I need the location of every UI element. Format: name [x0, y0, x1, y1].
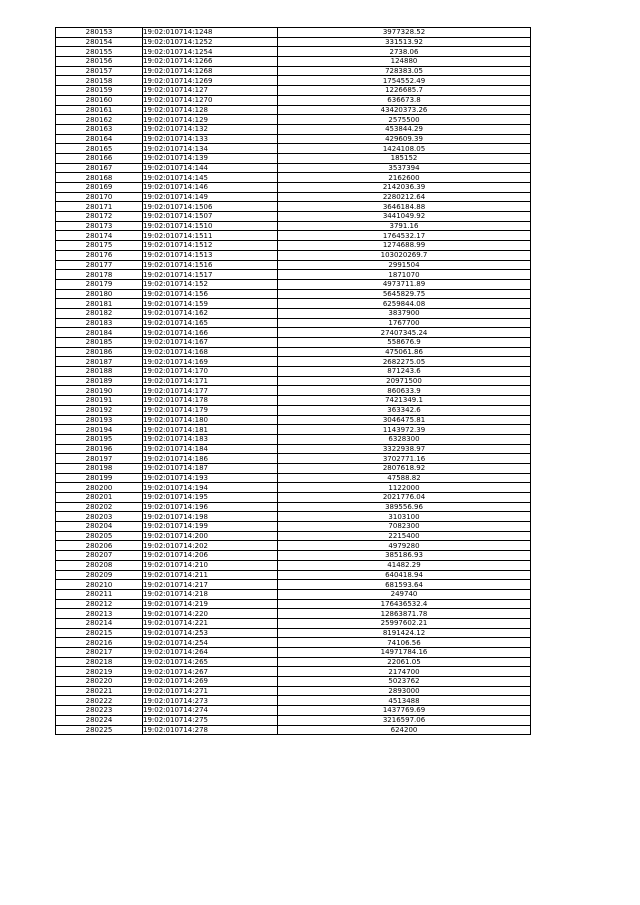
cadastral-number-cell: 19:02:010714:267	[143, 667, 278, 677]
amount-cell: 2021776.04	[278, 493, 531, 503]
table-row	[56, 289, 531, 299]
amount-cell: 5645829.75	[278, 289, 531, 299]
row-number-cell: 280191	[56, 396, 143, 406]
row-number-cell: 280210	[56, 580, 143, 590]
amount-cell: 249740	[278, 589, 531, 599]
row-number-cell: 280203	[56, 512, 143, 522]
cadastral-number-cell: 19:02:010714:180	[143, 415, 278, 425]
row-number-cell: 280181	[56, 299, 143, 309]
cadastral-number-cell: 19:02:010714:132	[143, 124, 278, 134]
row-number-cell: 280194	[56, 425, 143, 435]
row-number-cell: 280155	[56, 47, 143, 57]
amount-cell: 3046475.81	[278, 415, 531, 425]
amount-cell: 3977328.52	[278, 28, 531, 38]
row-number-cell: 280174	[56, 231, 143, 241]
amount-cell: 3702771.16	[278, 454, 531, 464]
cadastral-number-cell: 19:02:010714:210	[143, 560, 278, 570]
table-row	[56, 425, 531, 435]
table-row	[56, 560, 531, 570]
amount-cell: 728383.05	[278, 66, 531, 76]
amount-cell: 860633.9	[278, 386, 531, 396]
cadastral-number-cell: 19:02:010714:1254	[143, 47, 278, 57]
row-number-cell: 280214	[56, 618, 143, 628]
cadastral-number-cell: 19:02:010714:206	[143, 551, 278, 561]
amount-cell: 2991504	[278, 260, 531, 270]
table-row	[56, 153, 531, 163]
cadastral-number-cell: 19:02:010714:170	[143, 367, 278, 377]
cadastral-number-cell: 19:02:010714:218	[143, 589, 278, 599]
table-row	[56, 531, 531, 541]
table-row	[56, 551, 531, 561]
cadastral-number-cell: 19:02:010714:167	[143, 338, 278, 348]
table-row	[56, 299, 531, 309]
amount-cell: 2575500	[278, 115, 531, 125]
row-number-cell: 280168	[56, 173, 143, 183]
row-number-cell: 280200	[56, 483, 143, 493]
table-row	[56, 715, 531, 725]
table-row	[56, 434, 531, 444]
cadastral-number-cell: 19:02:010714:211	[143, 570, 278, 580]
amount-cell: 47588.82	[278, 473, 531, 483]
amount-cell: 2142036.39	[278, 183, 531, 193]
cadastral-number-cell: 19:02:010714:133	[143, 134, 278, 144]
cadastral-number-cell: 19:02:010714:1506	[143, 202, 278, 212]
row-number-cell: 280193	[56, 415, 143, 425]
cadastral-number-cell: 19:02:010714:271	[143, 686, 278, 696]
row-number-cell: 280154	[56, 37, 143, 47]
table-row	[56, 47, 531, 57]
cadastral-number-cell: 19:02:010714:1268	[143, 66, 278, 76]
amount-cell: 4979280	[278, 541, 531, 551]
cadastral-number-cell: 19:02:010714:179	[143, 405, 278, 415]
cadastral-number-cell: 19:02:010714:127	[143, 86, 278, 96]
table-row	[56, 589, 531, 599]
cadastral-number-cell: 19:02:010714:139	[143, 153, 278, 163]
cadastral-number-cell: 19:02:010714:149	[143, 192, 278, 202]
row-number-cell: 280169	[56, 183, 143, 193]
row-number-cell: 280161	[56, 105, 143, 115]
cadastral-number-cell: 19:02:010714:202	[143, 541, 278, 551]
row-number-cell: 280165	[56, 144, 143, 154]
cadastral-number-cell: 19:02:010714:156	[143, 289, 278, 299]
table-row	[56, 231, 531, 241]
amount-cell: 871243.6	[278, 367, 531, 377]
row-number-cell: 280198	[56, 463, 143, 473]
cadastral-number-cell: 19:02:010714:1269	[143, 76, 278, 86]
cadastral-number-cell: 19:02:010714:187	[143, 463, 278, 473]
cadastral-number-cell: 19:02:010714:269	[143, 677, 278, 687]
table-row	[56, 618, 531, 628]
amount-cell: 7421349.1	[278, 396, 531, 406]
table-row	[56, 493, 531, 503]
row-number-cell: 280170	[56, 192, 143, 202]
amount-cell: 14971784.16	[278, 648, 531, 658]
cadastral-number-cell: 19:02:010714:146	[143, 183, 278, 193]
table-row	[56, 270, 531, 280]
amount-cell: 558676.9	[278, 338, 531, 348]
amount-cell: 20971500	[278, 376, 531, 386]
row-number-cell: 280192	[56, 405, 143, 415]
amount-cell: 1274688.99	[278, 241, 531, 251]
row-number-cell: 280183	[56, 318, 143, 328]
amount-cell: 2174700	[278, 667, 531, 677]
row-number-cell: 280205	[56, 531, 143, 541]
table-row	[56, 609, 531, 619]
cadastral-number-cell: 19:02:010714:171	[143, 376, 278, 386]
amount-cell: 429609.39	[278, 134, 531, 144]
table-body	[56, 28, 531, 735]
cadastral-number-cell: 19:02:010714:1513	[143, 250, 278, 260]
amount-cell: 103020269.7	[278, 250, 531, 260]
row-number-cell: 280211	[56, 589, 143, 599]
cadastral-number-cell: 19:02:010714:194	[143, 483, 278, 493]
amount-cell: 640418.94	[278, 570, 531, 580]
row-number-cell: 280216	[56, 638, 143, 648]
row-number-cell: 280171	[56, 202, 143, 212]
amount-cell: 3646184.88	[278, 202, 531, 212]
cadastral-number-cell: 19:02:010714:1516	[143, 260, 278, 270]
row-number-cell: 280163	[56, 124, 143, 134]
table-row	[56, 667, 531, 677]
row-number-cell: 280164	[56, 134, 143, 144]
row-number-cell: 280218	[56, 657, 143, 667]
table-row	[56, 115, 531, 125]
table-row	[56, 183, 531, 193]
amount-cell: 4513488	[278, 696, 531, 706]
row-number-cell: 280197	[56, 454, 143, 464]
amount-cell: 624200	[278, 725, 531, 735]
row-number-cell: 280224	[56, 715, 143, 725]
cadastral-number-cell: 19:02:010714:198	[143, 512, 278, 522]
cadastral-number-cell: 19:02:010714:221	[143, 618, 278, 628]
cadastral-number-cell: 19:02:010714:1270	[143, 95, 278, 105]
row-number-cell: 280179	[56, 279, 143, 289]
table-row	[56, 599, 531, 609]
row-number-cell: 280201	[56, 493, 143, 503]
table-row	[56, 386, 531, 396]
row-number-cell: 280207	[56, 551, 143, 561]
amount-cell: 25997602.21	[278, 618, 531, 628]
amount-cell: 4973711.89	[278, 279, 531, 289]
cadastral-number-cell: 19:02:010714:129	[143, 115, 278, 125]
amount-cell: 3537394	[278, 163, 531, 173]
cadastral-number-cell: 19:02:010714:1248	[143, 28, 278, 38]
cadastral-number-cell: 19:02:010714:178	[143, 396, 278, 406]
row-number-cell: 280153	[56, 28, 143, 38]
cadastral-number-cell: 19:02:010714:199	[143, 522, 278, 532]
cadastral-number-cell: 19:02:010714:152	[143, 279, 278, 289]
table-row	[56, 628, 531, 638]
cadastral-number-cell: 19:02:010714:1512	[143, 241, 278, 251]
row-number-cell: 280204	[56, 522, 143, 532]
data-table	[55, 27, 531, 735]
table-row	[56, 192, 531, 202]
row-number-cell: 280220	[56, 677, 143, 687]
row-number-cell: 280206	[56, 541, 143, 551]
cadastral-number-cell: 19:02:010714:1510	[143, 221, 278, 231]
cadastral-number-cell: 19:02:010714:184	[143, 444, 278, 454]
amount-cell: 176436532.4	[278, 599, 531, 609]
table-row	[56, 250, 531, 260]
table-row	[56, 580, 531, 590]
cadastral-number-cell: 19:02:010714:1252	[143, 37, 278, 47]
amount-cell: 7082300	[278, 522, 531, 532]
table-row	[56, 124, 531, 134]
cadastral-number-cell: 19:02:010714:128	[143, 105, 278, 115]
table-row	[56, 463, 531, 473]
row-number-cell: 280219	[56, 667, 143, 677]
row-number-cell: 280158	[56, 76, 143, 86]
amount-cell: 1754552.49	[278, 76, 531, 86]
cadastral-number-cell: 19:02:010714:145	[143, 173, 278, 183]
row-number-cell: 280160	[56, 95, 143, 105]
table-row	[56, 144, 531, 154]
amount-cell: 3322938.97	[278, 444, 531, 454]
cadastral-number-cell: 19:02:010714:1507	[143, 212, 278, 222]
amount-cell: 2738.06	[278, 47, 531, 57]
row-number-cell: 280208	[56, 560, 143, 570]
cadastral-number-cell: 19:02:010714:275	[143, 715, 278, 725]
row-number-cell: 280187	[56, 357, 143, 367]
amount-cell: 363342.6	[278, 405, 531, 415]
amount-cell: 1764532.17	[278, 231, 531, 241]
cadastral-number-cell: 19:02:010714:144	[143, 163, 278, 173]
row-number-cell: 280215	[56, 628, 143, 638]
table-row	[56, 405, 531, 415]
amount-cell: 41482.29	[278, 560, 531, 570]
table-row	[56, 415, 531, 425]
row-number-cell: 280196	[56, 444, 143, 454]
row-number-cell: 280177	[56, 260, 143, 270]
amount-cell: 8191424.12	[278, 628, 531, 638]
row-number-cell: 280223	[56, 706, 143, 716]
table-row	[56, 202, 531, 212]
row-number-cell: 280195	[56, 434, 143, 444]
row-number-cell: 280185	[56, 338, 143, 348]
amount-cell: 1226685.7	[278, 86, 531, 96]
amount-cell: 27407345.24	[278, 328, 531, 338]
cadastral-number-cell: 19:02:010714:159	[143, 299, 278, 309]
table-row	[56, 95, 531, 105]
amount-cell: 1122000	[278, 483, 531, 493]
row-number-cell: 280199	[56, 473, 143, 483]
amount-cell: 22061.05	[278, 657, 531, 667]
amount-cell: 124880	[278, 57, 531, 67]
table-row	[56, 473, 531, 483]
amount-cell: 1437769.69	[278, 706, 531, 716]
cadastral-number-cell: 19:02:010714:186	[143, 454, 278, 464]
table-row	[56, 725, 531, 735]
table-row	[56, 260, 531, 270]
cadastral-number-cell: 19:02:010714:193	[143, 473, 278, 483]
table-row	[56, 483, 531, 493]
cadastral-number-cell: 19:02:010714:134	[143, 144, 278, 154]
table-row	[56, 677, 531, 687]
cadastral-number-cell: 19:02:010714:168	[143, 347, 278, 357]
amount-cell: 3103100	[278, 512, 531, 522]
table-row	[56, 279, 531, 289]
amount-cell: 1871070	[278, 270, 531, 280]
amount-cell: 2162600	[278, 173, 531, 183]
amount-cell: 74106.56	[278, 638, 531, 648]
amount-cell: 3441049.92	[278, 212, 531, 222]
cadastral-number-cell: 19:02:010714:165	[143, 318, 278, 328]
cadastral-number-cell: 19:02:010714:181	[143, 425, 278, 435]
row-number-cell: 280217	[56, 648, 143, 658]
amount-cell: 1143972.39	[278, 425, 531, 435]
table-row	[56, 338, 531, 348]
row-number-cell: 280167	[56, 163, 143, 173]
cadastral-number-cell: 19:02:010714:219	[143, 599, 278, 609]
row-number-cell: 280190	[56, 386, 143, 396]
cadastral-number-cell: 19:02:010714:169	[143, 357, 278, 367]
amount-cell: 2280212.64	[278, 192, 531, 202]
cadastral-number-cell: 19:02:010714:273	[143, 696, 278, 706]
row-number-cell: 280186	[56, 347, 143, 357]
row-number-cell: 280213	[56, 609, 143, 619]
table-row	[56, 173, 531, 183]
cadastral-number-cell: 19:02:010714:265	[143, 657, 278, 667]
amount-cell: 12863871.78	[278, 609, 531, 619]
table-row	[56, 328, 531, 338]
amount-cell: 331513.92	[278, 37, 531, 47]
cadastral-number-cell: 19:02:010714:177	[143, 386, 278, 396]
row-number-cell: 280189	[56, 376, 143, 386]
row-number-cell: 280225	[56, 725, 143, 735]
table-row	[56, 444, 531, 454]
cadastral-number-cell: 19:02:010714:1517	[143, 270, 278, 280]
amount-cell: 475061.86	[278, 347, 531, 357]
amount-cell: 1424108.05	[278, 144, 531, 154]
amount-cell: 2215400	[278, 531, 531, 541]
table-row	[56, 357, 531, 367]
table-row	[56, 134, 531, 144]
row-number-cell: 280172	[56, 212, 143, 222]
table-row	[56, 502, 531, 512]
row-number-cell: 280221	[56, 686, 143, 696]
cadastral-number-cell: 19:02:010714:253	[143, 628, 278, 638]
amount-cell: 2682275.05	[278, 357, 531, 367]
table-row	[56, 66, 531, 76]
table-row	[56, 221, 531, 231]
table-row	[56, 367, 531, 377]
row-number-cell: 280222	[56, 696, 143, 706]
table-row	[56, 376, 531, 386]
amount-cell: 6259844.08	[278, 299, 531, 309]
cadastral-number-cell: 19:02:010714:217	[143, 580, 278, 590]
table-row	[56, 57, 531, 67]
table-row	[56, 28, 531, 38]
cadastral-number-cell: 19:02:010714:183	[143, 434, 278, 444]
row-number-cell: 280157	[56, 66, 143, 76]
row-number-cell: 280209	[56, 570, 143, 580]
amount-cell: 681593.64	[278, 580, 531, 590]
table-row	[56, 76, 531, 86]
row-number-cell: 280176	[56, 250, 143, 260]
table-row	[56, 657, 531, 667]
row-number-cell: 280178	[56, 270, 143, 280]
table-row	[56, 706, 531, 716]
table-row	[56, 638, 531, 648]
cadastral-number-cell: 19:02:010714:220	[143, 609, 278, 619]
table-row	[56, 318, 531, 328]
table-row	[56, 86, 531, 96]
row-number-cell: 280212	[56, 599, 143, 609]
table-row	[56, 522, 531, 532]
cadastral-number-cell: 19:02:010714:162	[143, 308, 278, 318]
cadastral-number-cell: 19:02:010714:264	[143, 648, 278, 658]
row-number-cell: 280166	[56, 153, 143, 163]
amount-cell: 6328300	[278, 434, 531, 444]
table-row	[56, 241, 531, 251]
row-number-cell: 280180	[56, 289, 143, 299]
table-row	[56, 163, 531, 173]
table-row	[56, 696, 531, 706]
table-row	[56, 396, 531, 406]
cadastral-number-cell: 19:02:010714:1266	[143, 57, 278, 67]
amount-cell: 185152	[278, 153, 531, 163]
table-row	[56, 308, 531, 318]
cadastral-number-cell: 19:02:010714:1511	[143, 231, 278, 241]
row-number-cell: 280188	[56, 367, 143, 377]
amount-cell: 2807618.92	[278, 463, 531, 473]
table-row	[56, 212, 531, 222]
table-row	[56, 570, 531, 580]
row-number-cell: 280184	[56, 328, 143, 338]
cadastral-number-cell: 19:02:010714:274	[143, 706, 278, 716]
cadastral-number-cell: 19:02:010714:196	[143, 502, 278, 512]
cadastral-number-cell: 19:02:010714:166	[143, 328, 278, 338]
cadastral-number-cell: 19:02:010714:254	[143, 638, 278, 648]
amount-cell: 43420373.26	[278, 105, 531, 115]
row-number-cell: 280182	[56, 308, 143, 318]
amount-cell: 3791.16	[278, 221, 531, 231]
cadastral-number-cell: 19:02:010714:200	[143, 531, 278, 541]
cadastral-number-cell: 19:02:010714:195	[143, 493, 278, 503]
row-number-cell: 280162	[56, 115, 143, 125]
cadastral-number-cell: 19:02:010714:278	[143, 725, 278, 735]
amount-cell: 3216597.06	[278, 715, 531, 725]
table-row	[56, 347, 531, 357]
amount-cell: 389556.96	[278, 502, 531, 512]
table-row	[56, 541, 531, 551]
table-row	[56, 454, 531, 464]
table-row	[56, 648, 531, 658]
row-number-cell: 280175	[56, 241, 143, 251]
amount-cell: 2893000	[278, 686, 531, 696]
amount-cell: 3837900	[278, 308, 531, 318]
table-row	[56, 105, 531, 115]
amount-cell: 1767700	[278, 318, 531, 328]
row-number-cell: 280156	[56, 57, 143, 67]
row-number-cell: 280159	[56, 86, 143, 96]
amount-cell: 636673.8	[278, 95, 531, 105]
row-number-cell: 280173	[56, 221, 143, 231]
table-row	[56, 512, 531, 522]
row-number-cell: 280202	[56, 502, 143, 512]
table-row	[56, 37, 531, 47]
table-row	[56, 686, 531, 696]
amount-cell: 5023762	[278, 677, 531, 687]
amount-cell: 385186.93	[278, 551, 531, 561]
amount-cell: 453844.29	[278, 124, 531, 134]
